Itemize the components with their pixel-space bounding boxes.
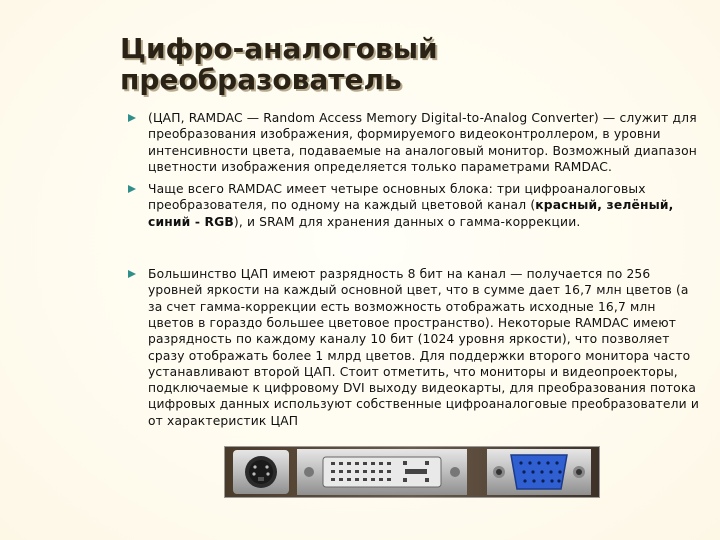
- bullet-text-part: ), и SRAM для хранения данных о гамма-коррекции.: [233, 214, 581, 229]
- bullet-marker-icon: [128, 114, 136, 122]
- dvi-port-icon: [297, 449, 467, 495]
- video-card-connectors-photo: [224, 446, 600, 498]
- bullet-marker-icon: [128, 270, 136, 278]
- bullet-text: (ЦАП, RAMDAC — Random Access Memory Digital-to-Analog Converter) — служит для преобразования изображения, формируемого видеоконтроллером, в уровни интенсивности цвета, подаваемые на аналоговый монитор. Возможный диапазон цветности изображения определяется только параметрами RAMDAC.: [148, 111, 697, 174]
- bullet-text: [148, 182, 673, 229]
- bullet-list: [128, 110, 703, 429]
- bullet-text-part: Чаще всего RAMDAC имеет четыре основных блока: три цифроаналоговых преобразователя, по одному на каждый цветовой канал (: [148, 182, 646, 213]
- slide-title-line1: Цифро-аналоговый: [120, 32, 438, 65]
- bullet-text: Большинство ЦАП имеют разрядность 8 бит на канал — получается по 256 уровней яркости на каждый основной цвет, что в сумме дает 16,7 млн цветов (а за счет гамма-коррекции есть возможность отображать исходные 16,7 млн цветов в гораздо большее цветовое пространство). Некоторые RAMDAC имеют разрядность по каждому каналу 10 бит (1024 уровня яркости), что позволяет сразу отображать более 1 млрд цветов. Для поддержки второго монитора часто устанавливают второй ЦАП. Стоит отметить, что мониторы и видеопроекторы, подключаемые к цифровому DVI выходу видеокарты, для преобразования потока цифровых данных используют собственные цифроаналоговые преобразователи и от характеристик ЦАП: [148, 267, 699, 428]
- slide-title: [120, 33, 680, 95]
- bullet-item-bit-depth: [128, 266, 703, 429]
- bullet-marker-icon: [128, 185, 136, 193]
- vga-port-icon: [487, 449, 591, 495]
- bullet-item-ramdac: [128, 110, 703, 175]
- connectors-illustration: [225, 447, 599, 497]
- slide-title-line2: преобразователь: [120, 63, 402, 96]
- svideo-port-icon: [233, 450, 289, 494]
- bullet-bold-rgb: красный, зелёный, синий - RGB: [148, 198, 674, 229]
- bullet-item-blocks: [128, 181, 703, 230]
